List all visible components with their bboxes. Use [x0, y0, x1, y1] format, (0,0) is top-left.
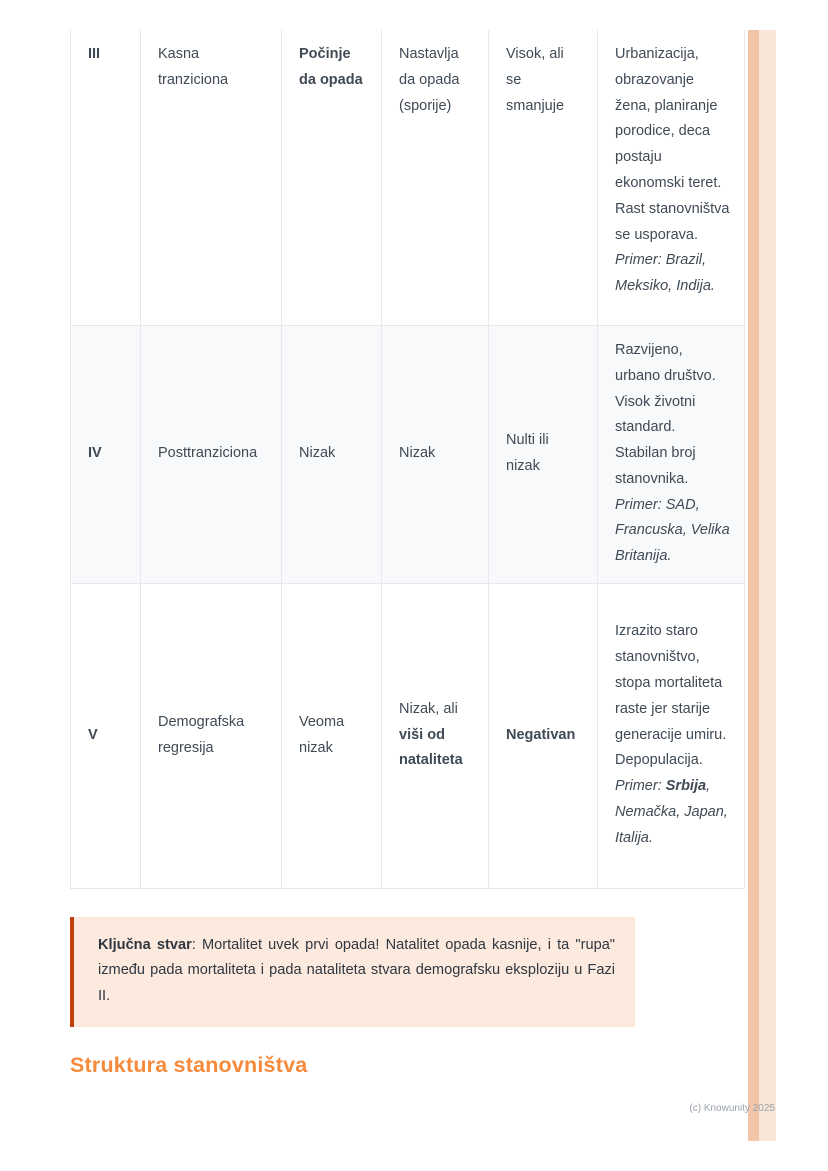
cell-phase-name: Posttranziciona: [141, 325, 282, 583]
cell-phase-name: Kasna tranziciona: [141, 30, 282, 325]
table-row-phase-3: [71, 30, 745, 325]
cell-opis: Urbanizacija, obrazovanje žena, planiranje porodice, deca postaju ekonomski teret. Rast stanovništva se usporava. Primer: Brazil, Meksiko, Indija.: [598, 30, 745, 325]
cell-mortalitet: Nastavlja da opada (sporije): [382, 30, 489, 325]
cell-opis: Izrazito staro stanovništvo, stopa mortaliteta raste jer starije generacije umiru. Depopulacija. Primer: Srbija, Nemačka, Japan, Italija.: [598, 583, 745, 888]
cell-prirastaj: Negativan: [489, 583, 598, 888]
cell-mortalitet: Nizak, ali viši od nataliteta: [382, 583, 489, 888]
page-edge-strip-light: [759, 30, 776, 1141]
cell-phase: III: [71, 30, 141, 325]
page-edge-strip-dark: [748, 30, 759, 1141]
cell-prirastaj: Nulti ili nizak: [489, 325, 598, 583]
cell-opis: Razvijeno, urbano društvo. Visok životni standard. Stabilan broj stanovnika. Primer: SAD, Francuska, Velika Britanija.: [598, 325, 745, 583]
key-point-callout: Ključna stvar: Mortalitet uvek prvi opada! Natalitet opada kasnije, i ta "rupa" između pada mortaliteta i pada nataliteta stvara demografsku eksploziju u Fazi II.: [70, 917, 635, 1028]
page-edge-decoration: [748, 30, 776, 1141]
cell-natalitet: Veoma nizak: [282, 583, 382, 888]
cell-mortalitet: Nizak: [382, 325, 489, 583]
table-row-phase-5: [71, 583, 745, 888]
table-row-phase-4: [71, 325, 745, 583]
cell-natalitet: Počinje da opada: [282, 30, 382, 325]
page-content: [70, 30, 744, 1078]
copyright-watermark: (c) Knowunity 2025: [689, 1103, 775, 1114]
demographic-transition-table: [70, 30, 745, 889]
cell-phase: V: [71, 583, 141, 888]
cell-prirastaj: Visok, ali se smanjuje: [489, 30, 598, 325]
cell-phase: IV: [71, 325, 141, 583]
section-heading: Struktura stanovništva: [70, 1053, 308, 1078]
cell-phase-name: Demografska regresija: [141, 583, 282, 888]
cell-natalitet: Nizak: [282, 325, 382, 583]
